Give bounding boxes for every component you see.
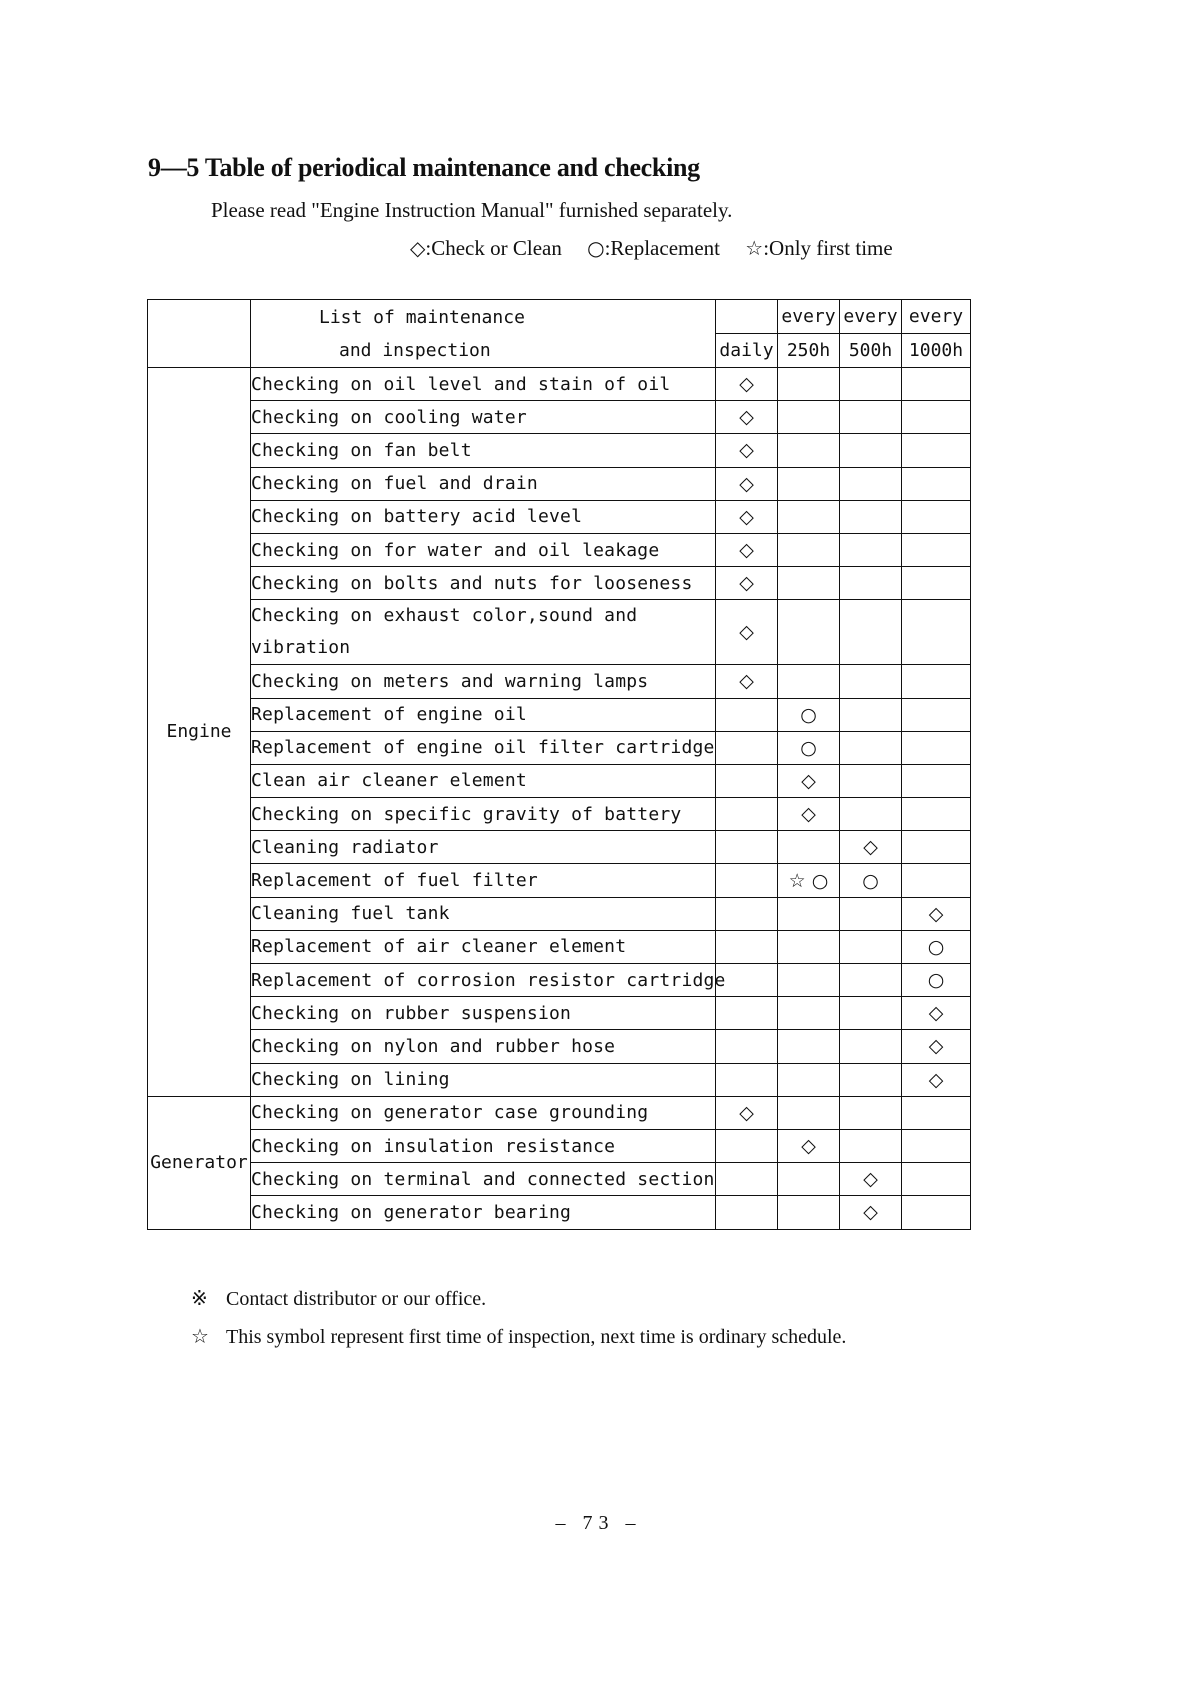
mark-h1000 [902, 500, 971, 533]
item-description: Checking on fan belt [251, 434, 716, 467]
item-description: Checking on cooling water [251, 401, 716, 434]
table-header-row [148, 300, 971, 334]
table-row [148, 964, 971, 997]
header-every-250: every [778, 300, 840, 334]
mark-h250 [778, 930, 840, 963]
mark-h500 [840, 600, 902, 665]
group-label: Engine [148, 368, 251, 1097]
header-daily-top [716, 300, 778, 334]
mark-h250: ○ [778, 731, 840, 764]
table-row [148, 1196, 971, 1229]
mark-h500 [840, 467, 902, 500]
mark-daily: ◇ [716, 467, 778, 500]
table-row [148, 831, 971, 864]
table-row [148, 533, 971, 566]
mark-h500 [840, 500, 902, 533]
mark-h250 [778, 567, 840, 600]
mark-h1000 [902, 434, 971, 467]
diamond-icon: ◇ [410, 236, 426, 260]
mark-h250 [778, 434, 840, 467]
mark-daily [716, 1030, 778, 1063]
legend-replacement: ○:Replacement [587, 236, 721, 260]
header-group-cell [148, 300, 251, 368]
header-500h: 500h [840, 334, 902, 368]
mark-h250 [778, 600, 840, 665]
mark-daily [716, 930, 778, 963]
mark-daily [716, 831, 778, 864]
item-description: Replacement of fuel filter [251, 864, 716, 897]
table-row [148, 401, 971, 434]
item-description: Checking on nylon and rubber hose [251, 1030, 716, 1063]
section-title: 9—5 Table of periodical maintenance and checking [148, 153, 700, 182]
mark-h250: ◇ [778, 1129, 840, 1162]
item-description: Checking on generator case grounding [251, 1096, 716, 1129]
mark-h1000: ○ [902, 964, 971, 997]
mark-h500 [840, 798, 902, 831]
mark-h500 [840, 1030, 902, 1063]
mark-daily: ◇ [716, 1096, 778, 1129]
table-row [148, 1096, 971, 1129]
table-row [148, 665, 971, 698]
mark-h500: ○ [840, 864, 902, 897]
header-every-500: every [840, 300, 902, 334]
item-description: Replacement of corrosion resistor cartridge [251, 964, 716, 997]
star-icon: ☆ [191, 1324, 209, 1348]
mark-h250: ○ [778, 698, 840, 731]
item-description: Replacement of air cleaner element [251, 930, 716, 963]
mark-h1000 [902, 600, 971, 665]
header-every-1000: every [902, 300, 971, 334]
table-row [148, 798, 971, 831]
mark-h250 [778, 897, 840, 930]
item-description: Replacement of engine oil filter cartridge [251, 731, 716, 764]
mark-h500 [840, 698, 902, 731]
mark-daily [716, 1063, 778, 1096]
mark-h1000: ◇ [902, 997, 971, 1030]
mark-h1000 [902, 698, 971, 731]
mark-h250 [778, 1063, 840, 1096]
mark-daily: ◇ [716, 434, 778, 467]
legend-first-time: ☆:Only first time [745, 236, 893, 260]
item-description: Checking on specific gravity of battery [251, 798, 716, 831]
table-row [148, 500, 971, 533]
mark-daily [716, 1196, 778, 1229]
mark-h500 [840, 533, 902, 566]
item-description: Checking on bolts and nuts for looseness [251, 567, 716, 600]
mark-h250 [778, 1030, 840, 1063]
item-description: Checking on exhaust color,sound and vibration [251, 600, 716, 665]
mark-h250 [778, 997, 840, 1030]
item-description: Checking on insulation resistance [251, 1129, 716, 1162]
mark-h500 [840, 1063, 902, 1096]
mark-daily [716, 897, 778, 930]
table-row [148, 731, 971, 764]
mark-h1000 [902, 864, 971, 897]
table-row [148, 930, 971, 963]
mark-h1000 [902, 764, 971, 797]
mark-h250 [778, 964, 840, 997]
star-icon: ☆ [745, 236, 764, 260]
mark-daily: ◇ [716, 665, 778, 698]
mark-h500 [840, 897, 902, 930]
mark-daily: ◇ [716, 600, 778, 665]
mark-h250 [778, 1196, 840, 1229]
group-label: Generator [148, 1096, 251, 1229]
mark-daily [716, 798, 778, 831]
mark-h250 [778, 665, 840, 698]
mark-daily [716, 997, 778, 1030]
mark-h500 [840, 764, 902, 797]
mark-h1000: ◇ [902, 1063, 971, 1096]
item-description: Checking on lining [251, 1063, 716, 1096]
mark-h1000 [902, 1129, 971, 1162]
mark-daily [716, 1129, 778, 1162]
mark-h1000 [902, 467, 971, 500]
mark-h500 [840, 567, 902, 600]
table-row [148, 764, 971, 797]
table-row [148, 1163, 971, 1196]
mark-daily: ◇ [716, 567, 778, 600]
mark-h250 [778, 831, 840, 864]
mark-h500 [840, 731, 902, 764]
mark-daily [716, 731, 778, 764]
table-row [148, 600, 971, 665]
mark-h250 [778, 401, 840, 434]
mark-h1000 [902, 798, 971, 831]
item-description: Cleaning fuel tank [251, 897, 716, 930]
mark-h500: ◇ [840, 1196, 902, 1229]
item-description: Clean air cleaner element [251, 764, 716, 797]
mark-h500: ◇ [840, 831, 902, 864]
page-number: – 73 – [555, 1512, 642, 1534]
mark-h250: ☆ ○ [778, 864, 840, 897]
mark-h500 [840, 997, 902, 1030]
mark-h1000 [902, 533, 971, 566]
header-1000h: 1000h [902, 334, 971, 368]
mark-h250: ◇ [778, 798, 840, 831]
item-description: Cleaning radiator [251, 831, 716, 864]
item-description: Checking on for water and oil leakage [251, 533, 716, 566]
mark-h250 [778, 368, 840, 401]
mark-h500 [840, 434, 902, 467]
mark-daily: ◇ [716, 533, 778, 566]
mark-h250 [778, 533, 840, 566]
subtitle-note: Please read "Engine Instruction Manual" furnished separately. [211, 198, 733, 222]
item-description: Replacement of engine oil [251, 698, 716, 731]
footnote-contact: ※ Contact distributor or our office. [191, 1280, 846, 1318]
table-row [148, 1063, 971, 1096]
mark-h250 [778, 1096, 840, 1129]
mark-daily [716, 1163, 778, 1196]
mark-h500 [840, 964, 902, 997]
mark-h1000 [902, 368, 971, 401]
item-description: Checking on rubber suspension [251, 997, 716, 1030]
mark-h500 [840, 665, 902, 698]
maintenance-table [147, 299, 971, 1230]
mark-h1000 [902, 1096, 971, 1129]
mark-daily: ◇ [716, 500, 778, 533]
symbol-legend [410, 236, 893, 261]
mark-h1000 [902, 1196, 971, 1229]
table-row [148, 1129, 971, 1162]
circle-icon: ○ [587, 236, 605, 260]
item-description: Checking on terminal and connected section [251, 1163, 716, 1196]
mark-h1000: ◇ [902, 1030, 971, 1063]
mark-h250 [778, 1163, 840, 1196]
header-250h: 250h [778, 334, 840, 368]
mark-h1000: ◇ [902, 897, 971, 930]
mark-h1000 [902, 401, 971, 434]
header-daily: daily [716, 334, 778, 368]
table-row [148, 897, 971, 930]
mark-daily [716, 864, 778, 897]
item-description: Checking on fuel and drain [251, 467, 716, 500]
table-row [148, 698, 971, 731]
mark-h1000 [902, 831, 971, 864]
item-description: Checking on battery acid level [251, 500, 716, 533]
legend-check-clean: ◇:Check or Clean [410, 236, 562, 260]
item-description: Checking on oil level and stain of oil [251, 368, 716, 401]
footnotes [191, 1280, 846, 1356]
mark-h1000: ○ [902, 930, 971, 963]
mark-daily [716, 764, 778, 797]
mark-h500 [840, 1096, 902, 1129]
table-row [148, 997, 971, 1030]
mark-daily: ◇ [716, 401, 778, 434]
mark-daily [716, 698, 778, 731]
mark-h500 [840, 930, 902, 963]
mark-daily: ◇ [716, 368, 778, 401]
mark-h250 [778, 500, 840, 533]
table-row [148, 368, 971, 401]
mark-h500 [840, 1129, 902, 1162]
table-row [148, 434, 971, 467]
mark-h500: ◇ [840, 1163, 902, 1196]
mark-h1000 [902, 1163, 971, 1196]
mark-h1000 [902, 567, 971, 600]
header-list: List of maintenance and inspection [251, 300, 716, 368]
mark-h500 [840, 401, 902, 434]
table-row [148, 467, 971, 500]
mark-h1000 [902, 731, 971, 764]
mark-h250 [778, 467, 840, 500]
footnote-first-time: ☆ This symbol represent first time of inspection, next time is ordinary schedule. [191, 1318, 846, 1356]
table-row [148, 864, 971, 897]
item-description: Checking on meters and warning lamps [251, 665, 716, 698]
mark-h250: ◇ [778, 764, 840, 797]
table-row [148, 1030, 971, 1063]
table-row [148, 567, 971, 600]
item-description: Checking on generator bearing [251, 1196, 716, 1229]
reference-mark-icon: ※ [191, 1286, 208, 1310]
mark-h1000 [902, 665, 971, 698]
mark-h500 [840, 368, 902, 401]
